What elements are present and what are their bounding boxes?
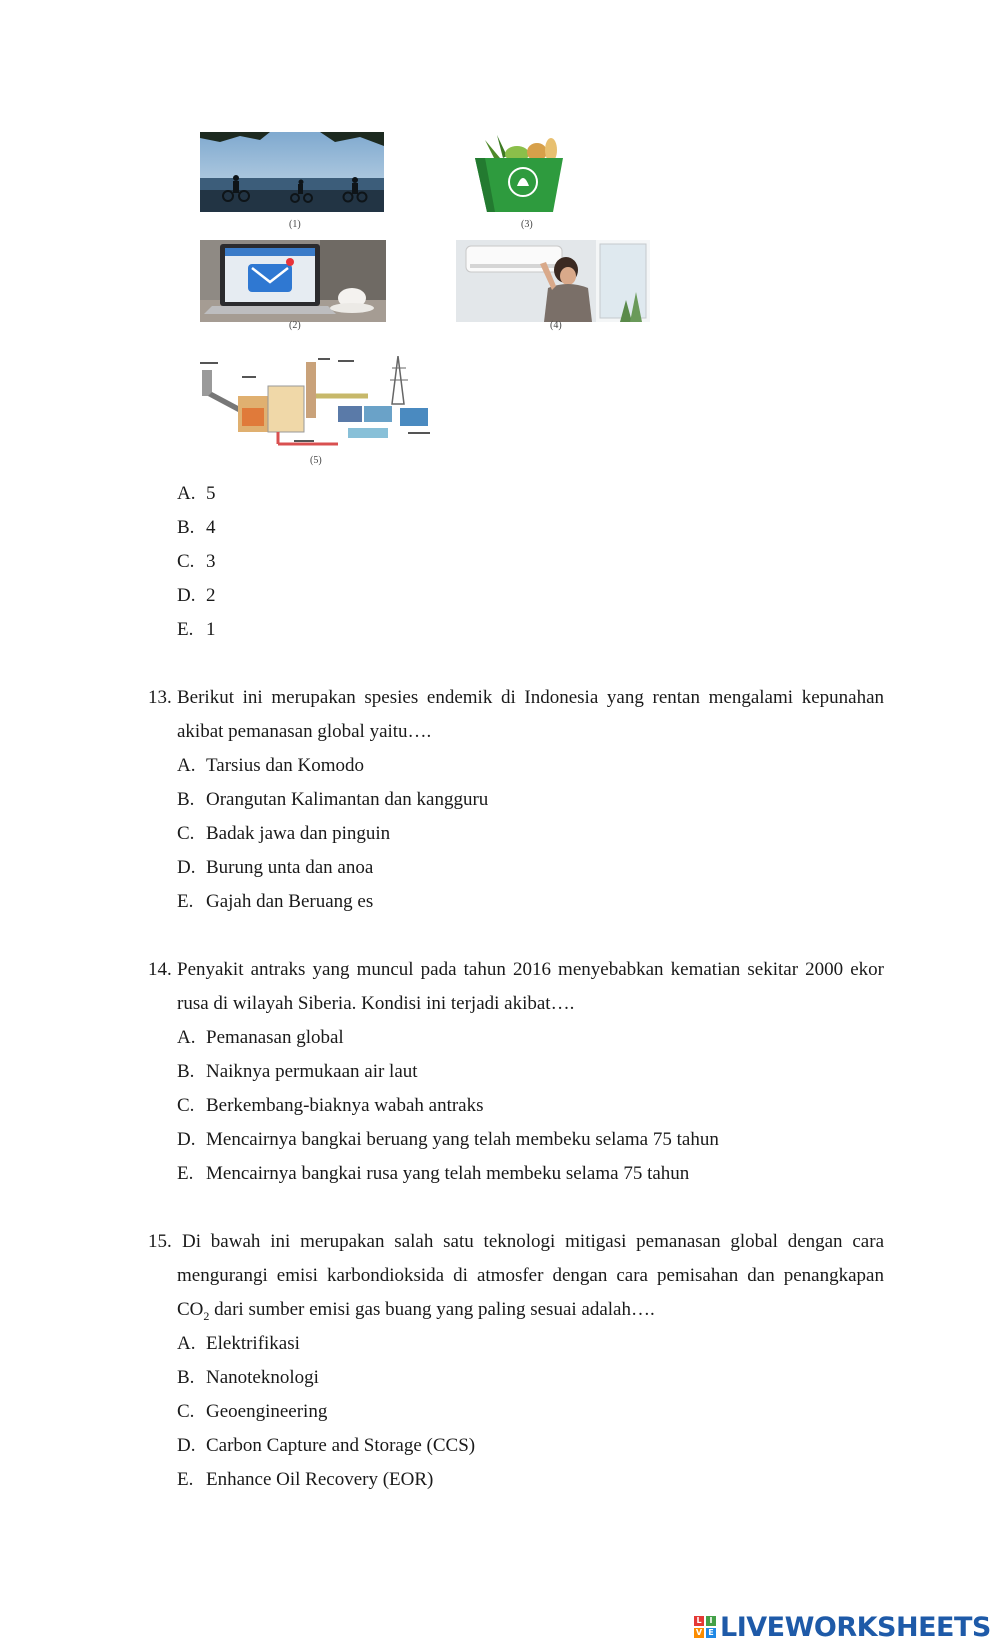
co2-subscript: 2 (203, 1308, 210, 1323)
cyclists-photo (200, 132, 384, 212)
option-text: 4 (206, 517, 216, 538)
q15-option-d[interactable] (177, 1431, 475, 1461)
figure-caption: (5) (310, 455, 322, 466)
option-letter: C. (177, 1095, 195, 1116)
figure-caption: (4) (550, 320, 562, 331)
q12-option-c[interactable] (177, 547, 216, 577)
figure-caption: (2) (289, 320, 301, 331)
q13-text-line: Berikut ini merupakan spesies endemik di Indonesia yang rentan mengalami kepunahan (177, 687, 884, 708)
option-text: 5 (206, 483, 216, 504)
q13-option-a[interactable] (177, 751, 364, 781)
q14-option-b[interactable] (177, 1057, 418, 1087)
option-letter: A. (177, 483, 196, 504)
option-letter: B. (177, 1061, 195, 1082)
option-text: Burung unta dan anoa (206, 857, 374, 878)
figure-caption: (3) (521, 219, 533, 230)
q12-option-a[interactable] (177, 479, 216, 509)
q12-option-d[interactable] (177, 581, 216, 611)
logo-mark-letter: E (706, 1628, 716, 1638)
option-letter: A. (177, 1027, 196, 1048)
option-text: Naiknya permukaan air laut (206, 1061, 418, 1082)
q14-option-c[interactable] (177, 1091, 484, 1121)
q15-text-line (177, 1295, 884, 1325)
option-text: 3 (206, 551, 216, 572)
q14-option-e[interactable] (177, 1159, 689, 1189)
option-letter: C. (177, 1401, 195, 1422)
option-letter: E. (177, 619, 194, 640)
option-letter: D. (177, 1129, 196, 1150)
option-letter: B. (177, 517, 195, 538)
option-text: Geoengineering (206, 1401, 328, 1422)
option-text: Nanoteknologi (206, 1367, 319, 1388)
q15-text-line: Di bawah ini merupakan salah satu teknologi mitigasi pemanasan global dengan cara (182, 1231, 884, 1252)
logo-text: LIVEWORKSHEETS (720, 1611, 991, 1643)
q14-text-line: rusa di wilayah Siberia. Kondisi ini terjadi akibat…. (177, 993, 575, 1014)
q13-option-c[interactable] (177, 819, 390, 849)
option-letter: C. (177, 823, 195, 844)
q14-option-d[interactable] (177, 1125, 719, 1155)
q14-option-a[interactable] (177, 1023, 344, 1053)
power-plant-diagram (198, 356, 440, 448)
q12-option-e[interactable] (177, 615, 216, 645)
option-text: 1 (206, 619, 216, 640)
q13-text-line: akibat pemanasan global yaitu…. (177, 721, 432, 742)
q13-option-e[interactable] (177, 887, 373, 917)
option-letter: A. (177, 1333, 196, 1354)
logo-mark-letter: I (706, 1616, 716, 1626)
option-letter: D. (177, 585, 196, 606)
q15-text-line: mengurangi emisi karbondioksida di atmosfer dengan cara pemisahan dan penangkapan (177, 1265, 884, 1286)
q13-number: 13. (148, 687, 172, 708)
q12-option-b[interactable] (177, 513, 216, 543)
logo-mark-letter: L (694, 1616, 704, 1626)
option-text: 2 (206, 585, 216, 606)
q14-number: 14. (148, 959, 172, 980)
logo-mark-letter: V (695, 1628, 703, 1637)
liveworksheets-logo[interactable] (694, 1610, 991, 1644)
option-text: Mencairnya bangkai beruang yang telah membeku selama 75 tahun (206, 1129, 719, 1150)
option-text: Berkembang-biaknya wabah antraks (206, 1095, 484, 1116)
option-letter: C. (177, 551, 195, 572)
option-text: Gajah dan Beruang es (206, 891, 374, 912)
option-letter: B. (177, 789, 195, 810)
option-text: Pemanasan global (206, 1027, 344, 1048)
q15-option-a[interactable] (177, 1329, 300, 1359)
option-letter: E. (177, 1469, 194, 1490)
option-letter: E. (177, 1163, 194, 1184)
logo-mark-icon (694, 1616, 716, 1638)
option-text: Orangutan Kalimantan dan kangguru (206, 789, 489, 810)
option-letter: A. (177, 755, 196, 776)
option-text: Mencairnya bangkai rusa yang telah membeku selama 75 tahun (206, 1163, 690, 1184)
q15-line3-suffix: dari sumber emisi gas buang yang paling sesuai adalah…. (209, 1299, 655, 1320)
option-text: Carbon Capture and Storage (CCS) (206, 1435, 476, 1456)
option-text: Elektrifikasi (206, 1333, 300, 1354)
q15-option-b[interactable] (177, 1363, 319, 1393)
q13-option-d[interactable] (177, 853, 373, 883)
q14-text-line: Penyakit antraks yang muncul pada tahun 2016 menyebabkan kematian sekitar 2000 ekor (177, 959, 884, 980)
option-text: Enhance Oil Recovery (EOR) (206, 1469, 434, 1490)
option-letter: D. (177, 1435, 196, 1456)
figure-caption: (1) (289, 219, 301, 230)
option-letter: D. (177, 857, 196, 878)
q15-option-c[interactable] (177, 1397, 327, 1427)
q13-option-b[interactable] (177, 785, 488, 815)
option-text: Badak jawa dan pinguin (206, 823, 391, 844)
co2-prefix: CO (177, 1299, 204, 1320)
q15-number: 15. (148, 1231, 172, 1252)
option-letter: B. (177, 1367, 195, 1388)
option-letter: E. (177, 891, 194, 912)
option-text: Tarsius dan Komodo (206, 755, 365, 776)
q15-option-e[interactable] (177, 1465, 433, 1495)
laptop-email-photo (200, 240, 386, 322)
shopping-bag-photo (445, 130, 590, 214)
air-conditioner-photo (456, 240, 650, 322)
